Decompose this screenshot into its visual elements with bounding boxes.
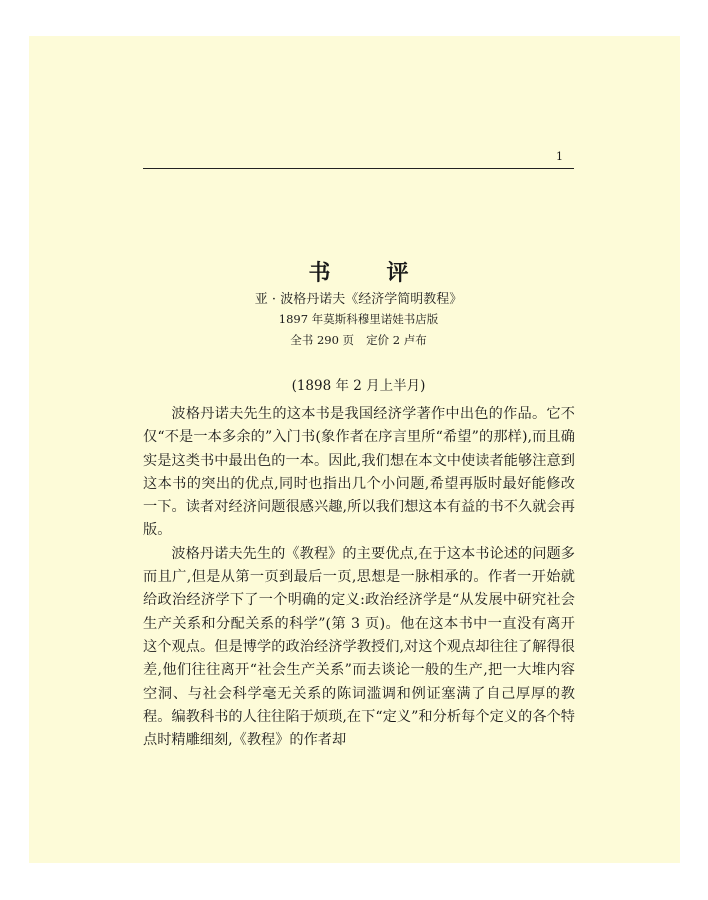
price: 定价 2 卢布 — [366, 333, 427, 347]
page-count: 全书 290 页 — [290, 333, 355, 347]
header-rule — [143, 168, 574, 169]
publisher-line: 1897 年莫斯科穆里诺娃书店版 — [278, 312, 439, 326]
price-line — [143, 332, 574, 348]
paragraph: 波格丹诺夫先生的这本书是我国经济学著作中出色的作品。它不仅“不是一本多余的”入门书(象作者在序言里所“希望”的那样),而且确实是这类书中最出色的一本。因此,我们想在本文中使读者能够注意到这本书的突出的优点,同时也指出几个小问题,希望再版时最好能修改一下。读者对经济问题很感兴趣,所以我们想这本有益的书不久就会再版。 — [143, 406, 575, 539]
page-number: 1 — [556, 150, 563, 163]
article-title: 书评 — [308, 260, 465, 286]
paragraph: 波格丹诺夫先生的《教程》的主要优点,在于这本书论述的问题多而且广,但是从第一页到最后一页,思想是一脉相承的。作者一开始就给政治经济学下了一个明确的定义:政治经济学是“从发展中研究社会生产关系和分配关系的科学”(第 3 页)。他在这本书中一直没有离开这个观点。但是博学的政治经济学教授们,对这个观点却往往了解得很差,他们往往离开“社会生产关系”而去谈论一般的生产,把一大堆内容空洞、与社会科学毫无关系的陈词滥调和例证塞满了自己厚厚的教程。编教科书的人往往陷于烦琐,在下“定义”和分析每个定义的各个特点时精雕细刻,《教程》的作者却 — [143, 545, 575, 749]
book-reference: 亚 · 波格丹诺夫《经济学简明教程》 — [254, 292, 463, 307]
body-text — [143, 403, 575, 752]
date-line: (1898 年 2 月上半月) — [291, 378, 426, 394]
